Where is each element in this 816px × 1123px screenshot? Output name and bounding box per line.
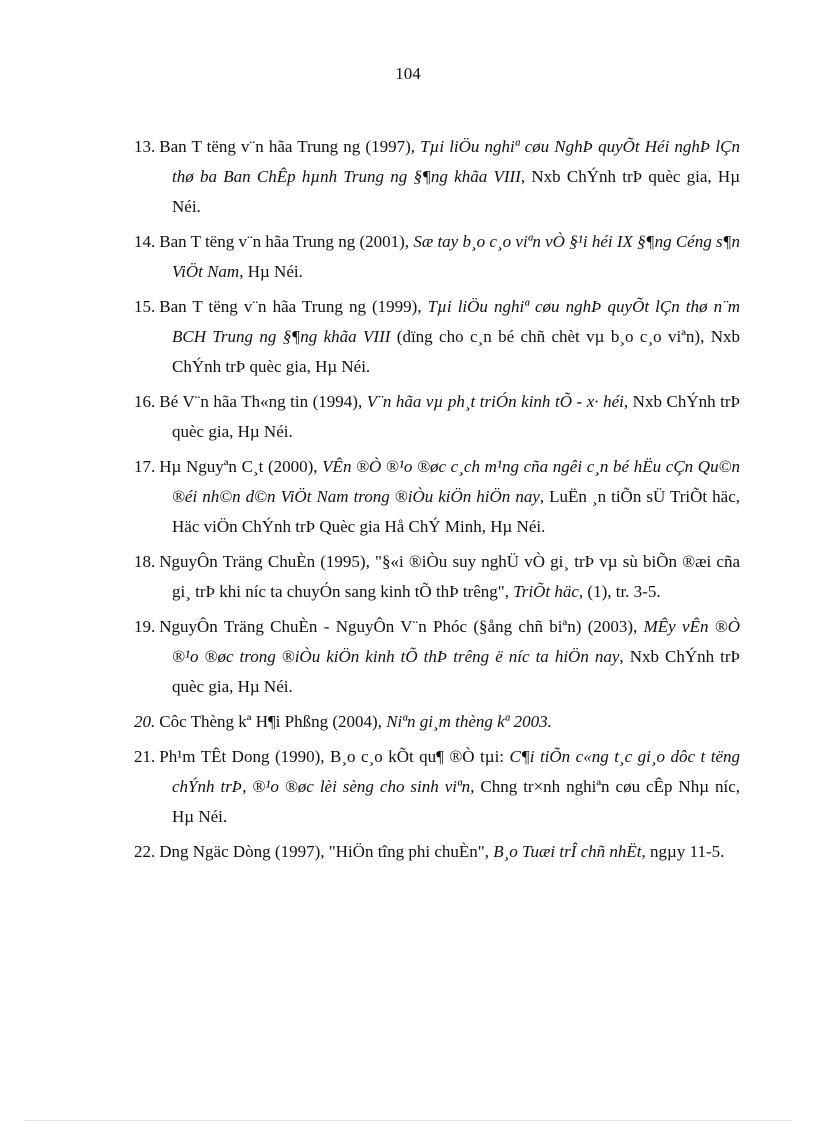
reference-item xyxy=(134,292,740,382)
reference-title: C¶i tiÕn c«ng t¸c gi¸o dôc t tëng chÝnh trÞ, ®¹o ®øc lèi sèng cho sinh viªn xyxy=(172,747,741,796)
reference-text: NguyÔn Träng ChuÈn - NguyÔn V¨n Phóc (§ång chñ biªn) (2003), xyxy=(159,617,644,636)
reference-number: 15. xyxy=(134,297,156,316)
reference-text: (dïng cho c¸n bé chñ chèt vµ b¸o c¸o viªn), Nxb ChÝnh trÞ quèc gia, Hµ Néi. xyxy=(172,327,740,376)
reference-item xyxy=(134,227,740,287)
reference-text: Côc Thèng kª H¶i Phßng (2004), xyxy=(159,712,387,731)
reference-number: 18. xyxy=(134,552,156,571)
reference-title: Sæ tay b¸o c¸o viªn vÒ §¹i héi IX §¶ng Céng s¶n ViÖt Nam xyxy=(172,232,741,281)
reference-text: Dng Ngäc Dòng (1997), "HiÖn tîng phi chuÈn", xyxy=(159,842,494,861)
reference-title: Niªn gi¸m thèng kª 2003. xyxy=(386,712,552,731)
reference-title: Tµi liÖu nghiª cøu NghÞ quyÕt Héi nghÞ lÇn thø ba Ban ChÊp hµnh Trung ng §¶ng khãa VIII xyxy=(172,137,740,186)
reference-number: 17. xyxy=(134,457,156,476)
reference-item xyxy=(134,612,740,702)
reference-text: Ban T tëng v¨n hãa Trung ng (1999), xyxy=(159,297,428,316)
reference-item xyxy=(134,742,740,832)
reference-text: , (1), tr. 3-5. xyxy=(578,582,661,601)
reference-text: , LuËn ¸n tiÕn sÜ TriÕt häc, Häc viÖn ChÝnh trÞ Quèc gia Hå ChÝ Minh, Hµ Néi. xyxy=(172,487,740,536)
reference-text: Ban T tëng v¨n hãa Trung ng (2001), xyxy=(159,232,414,251)
reference-text: , Nxb ChÝnh trÞ quèc gia, Hµ Néi. xyxy=(172,647,740,696)
reference-text: Bé V¨n hãa Th«ng tin (1994), xyxy=(159,392,367,411)
reference-text: Ban T tëng v¨n hãa Trung ng (1997), xyxy=(159,137,421,156)
reference-number: 13. xyxy=(134,137,156,156)
reference-number: 21. xyxy=(134,747,156,766)
page-number: 104 xyxy=(395,64,421,83)
reference-text: , Nxb ChÝnh trÞ quèc gia, Hµ Néi. xyxy=(172,392,741,441)
reference-number: 22. xyxy=(134,842,156,861)
reference-title: B¸o Tuæi trÎ chñ nhËt xyxy=(493,842,642,861)
reference-text: , Nxb ChÝnh trÞ quèc gia, Hµ Néi. xyxy=(172,167,740,216)
reference-text: , ngµy 11-5. xyxy=(641,842,725,861)
reference-item xyxy=(134,452,740,542)
reference-text: , Chng tr×nh nghiªn cøu cÊp Nhµ níc, Hµ Néi. xyxy=(172,777,740,826)
reference-title: VÊn ®Ò ®¹o ®øc c¸ch m¹ng cña ngêi c¸n bé hËu cÇn Qu©n ®éi nh©n d©n ViÖt Nam trong ®iÒu kiÖn hiÖn nay xyxy=(172,457,740,506)
reference-text: , Hµ Néi. xyxy=(239,262,303,281)
page-bottom-divider xyxy=(24,1120,792,1121)
reference-title: Tµi liÖu nghiª cøu nghÞ quyÕt lÇn thø n¨m BCH Trung ng §¶ng khãa VIII xyxy=(172,297,741,346)
reference-number: 14. xyxy=(134,232,156,251)
reference-number: 20. xyxy=(134,712,156,731)
reference-title: V¨n hãa vµ ph¸t triÓn kinh tÕ - x· héi xyxy=(366,392,624,411)
reference-list xyxy=(134,132,740,872)
reference-text: Hµ Nguyªn C¸t (2000), xyxy=(159,457,323,476)
reference-number: 19. xyxy=(134,617,156,636)
reference-item xyxy=(134,132,740,222)
reference-item xyxy=(134,387,740,447)
reference-item xyxy=(134,837,740,867)
reference-item xyxy=(134,707,740,737)
reference-item xyxy=(134,547,740,607)
reference-number: 16. xyxy=(134,392,156,411)
reference-title: MÊy vÊn ®Ò ®¹o ®øc trong ®iÒu kiÖn kinh tÕ thÞ trêng ë níc ta hiÖn nay xyxy=(172,617,740,666)
reference-title: TriÕt häc xyxy=(513,582,579,601)
reference-text: NguyÔn Träng ChuÈn (1995), "§«i ®iÒu suy nghÜ vÒ gi¸ trÞ vµ sù biÕn ®æi cña gi¸ trÞ khi níc ta chuyÓn sang kinh tÕ thÞ trêng", xyxy=(159,552,740,601)
reference-text: Ph¹m TÊt Dong (1990), B¸o c¸o kÕt qu¶ ®Ò tµi: xyxy=(159,747,510,766)
